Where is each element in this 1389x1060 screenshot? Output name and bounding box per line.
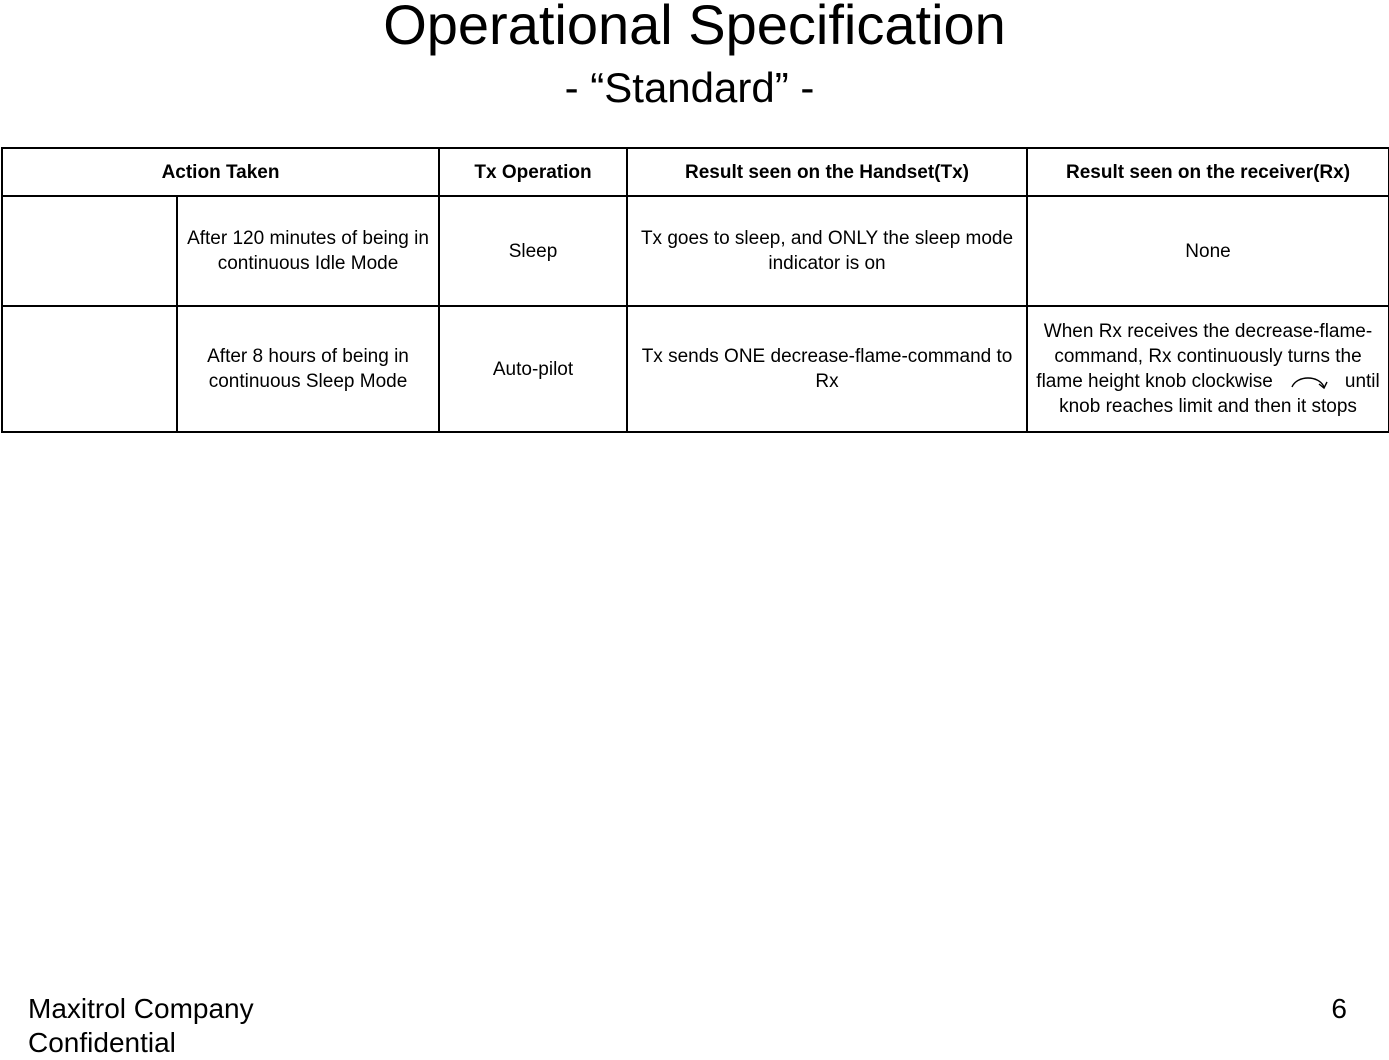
action-empty-cell <box>2 196 177 306</box>
page-subtitle: - “Standard” - <box>564 64 815 111</box>
tx-operation-cell: Auto-pilot <box>439 306 627 432</box>
result-receiver-cell: None <box>1027 196 1389 306</box>
action-condition-cell: After 8 hours of being in continuous Sleep Mode <box>177 306 439 432</box>
table-row <box>2 306 1389 432</box>
result-handset-cell: Tx goes to sleep, and ONLY the sleep mode indicator is on <box>627 196 1027 306</box>
result-receiver-text-after: until knob reaches limit and then it stops <box>1059 371 1380 417</box>
company-confidential <box>28 992 254 1060</box>
table-row <box>2 196 1389 306</box>
header-action-taken: Action Taken <box>2 148 439 196</box>
result-handset-cell: Tx sends ONE decrease-flame-command to Rx <box>627 306 1027 432</box>
clockwise-arrow-icon <box>1289 372 1329 392</box>
confidential-label: Confidential <box>28 1027 176 1058</box>
header-tx-operation: Tx Operation <box>439 148 627 196</box>
action-condition-cell: After 120 minutes of being in continuous Idle Mode <box>177 196 439 306</box>
result-receiver-cell <box>1027 306 1389 432</box>
tx-operation-cell: Sleep <box>439 196 627 306</box>
action-empty-cell <box>2 306 177 432</box>
page-title: Operational Specification <box>383 0 1006 56</box>
company-name: Maxitrol Company <box>28 993 254 1024</box>
operational-spec-table <box>1 147 1389 433</box>
result-receiver-text-before: When Rx receives the decrease-flame-command, Rx continuously turns the flame height knob clockwise <box>1036 321 1373 392</box>
header-result-handset: Result seen on the Handset(Tx) <box>627 148 1027 196</box>
page-number: 6 <box>1331 993 1347 1024</box>
table-header-row <box>2 148 1389 196</box>
header-result-receiver: Result seen on the receiver(Rx) <box>1027 148 1389 196</box>
